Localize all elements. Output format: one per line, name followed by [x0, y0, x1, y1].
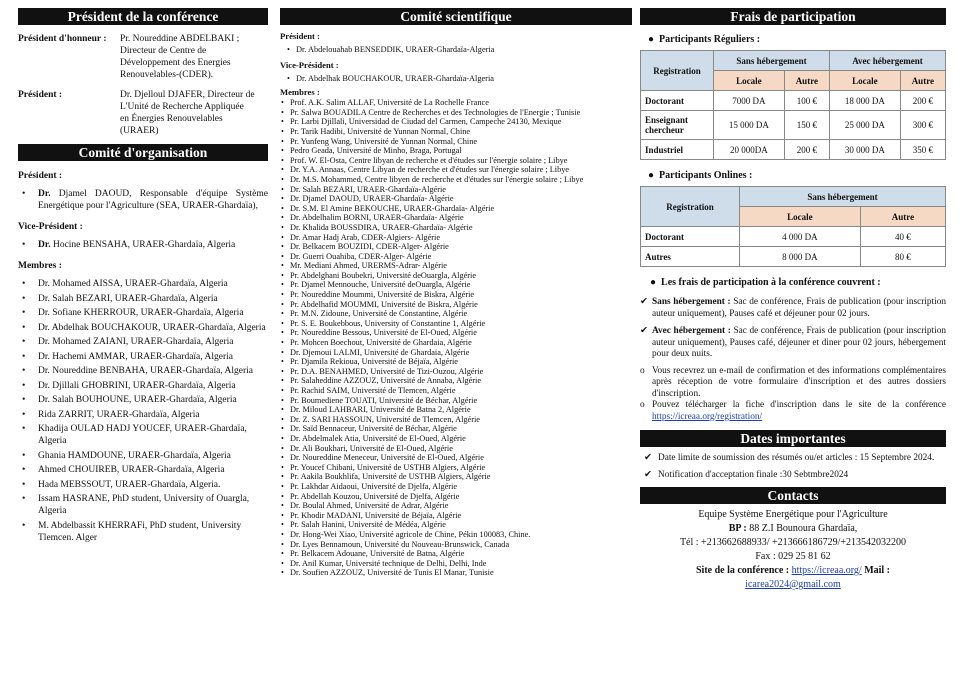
list-item: • Dr. Lyes Bennamoun, Université du Nouveau-Brunswick, Canada — [280, 540, 632, 550]
president-line: (URAER) — [120, 126, 159, 136]
covers-without-item — [640, 297, 946, 320]
regular-participants-label: Participants Réguliers : — [659, 34, 761, 45]
president-label: Président : — [18, 90, 63, 100]
list-item: • Dr. Noureddine Meneceur, Université de El-Oued, Algérie — [280, 453, 632, 463]
list-item: • Pr. Youcef Chibani, Université de USTHB Algiers, Algérie — [280, 463, 632, 473]
cell-value: 7000 DA — [714, 91, 785, 111]
list-item: • Dr. Abdelhalim BORNI, URAER-Ghardaïa- Algérie — [280, 213, 632, 223]
list-item: • Pr. D.A. BENAHMED, Université de Tizi-Ouzou, Algérie — [280, 367, 632, 377]
cell-value: 8 000 DA — [740, 247, 861, 267]
list-item: • Hada MEBSSOUT, URAER-Ghardaïa, Algeria. — [18, 479, 268, 491]
table-header-without: Sans hébergement — [714, 51, 830, 71]
list-item: • Pr. Yunfeng Wang, Université de Yunnan Normal, Chine — [280, 137, 632, 147]
contact-bp-label: BP : — [728, 523, 747, 534]
sci-president-list — [286, 45, 632, 55]
list-item: • Dr. Mohamed ZAIANI, URAER-Ghardaïa, Algeria — [18, 336, 268, 348]
list-item: • Pr. Abdelhafid MOUMMI, Université de Biskra, Algérie — [280, 300, 632, 310]
cell-value: 15 000 DA — [714, 111, 785, 140]
contact-site-row — [640, 564, 946, 578]
list-item: • Dr. Ali Boukhari, Université de El-Oued, Algérie — [280, 444, 632, 454]
org-vice-label: Vice-Président : — [18, 222, 83, 232]
list-item: • Pr. Rachid SAIM, Université de Tlemcen, Algérie — [280, 386, 632, 396]
list-item: • Pr. Salwa BOUADILA Centre de Recherches et des Technologies de l'Energie ; Tunisie — [280, 108, 632, 118]
circle-bullet-icon: o — [640, 400, 645, 410]
list-item: • Dr. Djamel DAOUD, URAER-Ghardaïa- Algérie — [280, 194, 632, 204]
org-vice-title: Dr. — [38, 240, 51, 250]
list-item: • Dr. Mohamed AISSA, URAER-Ghardaïa, Algeria — [18, 278, 268, 290]
cell-value: 150 € — [784, 111, 829, 140]
email-note-text: Vous recevrez un e-mail de confirmation et des informations complémentaires après réception de votre formulaire d'inscription et des autres dossiers d'inscription. — [652, 365, 946, 399]
list-item: • Pr. Salaheddine AZZOUZ, Université de Annaba, Algérie — [280, 376, 632, 386]
table-row — [641, 91, 946, 111]
cell-value: 200 € — [784, 140, 829, 160]
list-item: • Pr. Larbi Djillali, Universidad de Ciudad del Carmen, Campeche 24130, Mexique — [280, 117, 632, 127]
table-header-registration: Registration — [641, 51, 714, 91]
honor-line: Développement des Energies — [120, 58, 231, 68]
list-item: • Dr. Hachemi AMMAR, URAER-Ghardaïa, Algeria — [18, 351, 268, 363]
covers-with-text: Sac de conférence, Frais de publication (pour inscription auteur uniquement), Pauses café, déjeuner et diner pour 02 jours, hébergement pour deux nuits. — [652, 326, 946, 359]
dates-banner: Dates importantes — [640, 430, 946, 447]
cell-value: 200 € — [900, 91, 945, 111]
cell-value: 100 € — [784, 91, 829, 111]
check-icon: ✔ — [644, 453, 652, 463]
covers-heading: ● Les frais de participation à la conférence couvrent : — [650, 277, 881, 288]
cell-value: 300 € — [900, 111, 945, 140]
online-participants-label: Participants Onlines : — [659, 170, 753, 181]
contacts-banner: Contacts — [640, 487, 946, 504]
list-item: • Pr. S. E. Boukebbous, University of Constantine 1, Algérie — [280, 319, 632, 329]
contact-address — [640, 522, 946, 536]
list-item: • Dr. Djillali GHOBRINI, URAER-Ghardaïa, Algeria — [18, 380, 268, 392]
table-subheader-other: Autre — [900, 71, 945, 91]
scientific-column — [280, 8, 632, 578]
president-line: L'Unité de Recherche Appliquée — [120, 102, 244, 112]
table-header-with: Avec hébergement — [829, 51, 945, 71]
list-item: • Mr. Mediani Ahmed, URERMS-Adrar- Algérie — [280, 261, 632, 271]
contact-bp-text: 88 Z.I Bounoura Ghardaïa, — [746, 523, 858, 534]
check-icon: ✔ — [644, 469, 652, 480]
org-vice-item — [18, 239, 268, 251]
cell-value: 18 000 DA — [829, 91, 900, 111]
cell-value: 20 000DA — [714, 140, 785, 160]
list-item: • Dr. Miloud LAHBARI, Université de Batna 2, Algérie — [280, 405, 632, 415]
honor-president-label: Président d'honneur : — [18, 34, 107, 44]
organisation-column — [18, 8, 268, 546]
org-president-list — [18, 188, 268, 212]
list-item: • M. Abdelbassit KHERRAFi, PhD student, University Tlemcen. Alger — [18, 520, 268, 544]
president-row — [18, 89, 268, 137]
list-item: • Prof. W. El-Osta, Centre libyan de recherche et d'études sur l'énergie solaire ; Libye — [280, 156, 632, 166]
president-value — [120, 89, 255, 137]
table-subheader-other: Autre — [860, 207, 945, 227]
list-item: • Dr. Soufien AZZOUZ, Université de Tunis El Manar, Tunisie — [280, 568, 632, 578]
cell-value: 25 000 DA — [829, 111, 900, 140]
honor-line: Renouvelables-(CDER). — [120, 70, 214, 80]
contacts-block — [640, 508, 946, 592]
table-subheader-local: Locale — [829, 71, 900, 91]
list-item: • Dr. Amar Hadj Arab, CDER-Algiers- Algérie — [280, 233, 632, 243]
list-item: • Pr. Noureddine Bessous, Université de El-Oued, Algérie — [280, 328, 632, 338]
covers-with-item — [640, 326, 946, 361]
table-subheader-other: Autre — [784, 71, 829, 91]
list-item: • Dr. Z. SARI HASSOUN, Université de Tlemcen, Algérie — [280, 415, 632, 425]
fees-column — [640, 8, 946, 592]
check-icon: ✔ — [640, 297, 648, 307]
online-participants-heading: ● Participants Onlines : — [648, 170, 753, 181]
list-item: • Pr. Mohcen Boechout, Université de Ghardaia, Algérie — [280, 338, 632, 348]
list-item: • Dr. Boulal Ahmed, Université de Adrar, Algérie — [280, 501, 632, 511]
cell-value: 4 000 DA — [740, 227, 861, 247]
table-row — [641, 111, 946, 140]
org-president-label: Président : — [18, 171, 63, 181]
list-item: • Dr. Saïd Bennaceur, Université de Béchar, Algérie — [280, 424, 632, 434]
contact-fax: Fax : 029 25 81 62 — [755, 551, 831, 562]
contact-team: Equipe Système Energétique pour l'Agriculture — [698, 509, 888, 520]
list-item: • Dr. Anil Kumar, Université technique de Delhi, Delhi, Inde — [280, 559, 632, 569]
covers-without-text: Sac de conférence, Frais de publication (pour inscription auteur uniquement), Pauses café et déjeuner pour 02 jours. — [652, 297, 947, 319]
org-members-list — [18, 278, 268, 544]
list-item: • Dr. Abdelmalek Atia, Université de El-Oued, Algérie — [280, 434, 632, 444]
contact-phone: Tél : +213662688933/ +213666186729/+213542032200 — [679, 537, 907, 548]
sci-vice-label: Vice-Président : — [280, 59, 339, 70]
honor-president-value — [120, 33, 239, 81]
org-vice-list — [18, 239, 268, 251]
mail-label: Mail : — [861, 565, 891, 576]
row-label: Autres — [641, 247, 740, 267]
list-item: • Prof. A.K. Salim ALLAF, Université de La Rochelle France — [280, 98, 632, 108]
list-item: • Dr. Guerri Ouahiba, CDER-Alger- Algérie — [280, 252, 632, 262]
list-item: • Dr. Sofiane KHERROUR, URAER-Ghardaïa, Algeria — [18, 307, 268, 319]
table-row — [641, 140, 946, 160]
list-item: • Rida ZARRIT, URAER-Ghardaïa, Algeria — [18, 409, 268, 421]
org-president-title: Dr. — [38, 189, 51, 199]
cell-value: 40 € — [860, 227, 945, 247]
org-president-item — [18, 188, 268, 212]
fees-banner: Frais de participation — [640, 8, 946, 25]
list-item: • Pr. Noureddine Moummi, Université de Biskra, Algérie — [280, 290, 632, 300]
download-note-text: Pouvez télécharger la fiche d'inscription dans le site de la conférence — [652, 400, 946, 410]
online-fees-table — [640, 186, 946, 267]
list-item: • Dr. Belkacem BOUZIDI, CDER-Alger- Algérie — [280, 242, 632, 252]
list-item: • Pr. Salah Hanini, Université de Médéa, Algérie — [280, 520, 632, 530]
list-item: • Pedro Geada, Université de Minho, Braga, Portugal — [280, 146, 632, 156]
list-item: • Pr. Lakhdar Aidaoui, Université de Djelfa, Algérie — [280, 482, 632, 492]
list-item: • Dr. Salah BEZARI, URAER-Ghardaïa, Algeria — [18, 293, 268, 305]
deadline-item — [640, 453, 946, 465]
covers-without-title: Sans hébergement : — [652, 297, 731, 307]
list-item: • Pr. Abdelghani Boubekri, Université deOuargla, Algérie — [280, 271, 632, 281]
list-item: • Ahmed CHOUIREB, URAER-Ghardaïa, Algeria — [18, 464, 268, 476]
scientific-banner: Comité scientifique — [280, 8, 632, 25]
cell-value: 30 000 DA — [829, 140, 900, 160]
sci-president-item: • Dr. Abdelouahab BENSEDDIK, URAER-Ghardaïa-Algeria — [286, 45, 632, 55]
sci-members-list — [280, 98, 632, 578]
list-item: • Dr. Salah BEZARI, URAER-Ghardaïa-Algérie — [280, 185, 632, 195]
download-note — [640, 400, 946, 423]
table-row — [641, 227, 946, 247]
row-label: Doctorant — [641, 91, 714, 111]
president-line: Dr. Djelloul DJAFER, Directeur de — [120, 90, 255, 100]
list-item: • Dr. Hong-Wei Xiao, Université agricole de Chine, Pékin 100083, Chine. — [280, 530, 632, 540]
table-row — [641, 247, 946, 267]
circle-bullet-icon: o — [640, 365, 645, 376]
org-president-text: Djamel DAOUD, Responsable d'équipe Système Energétique pour l'Agriculture (SEA, URAER-Ghardaïa), — [38, 189, 268, 211]
list-item: • Dr. Djemoui LALMI, Université de Ghardaia, Algérie — [280, 348, 632, 358]
covers-with-title: Avec hébergement : — [652, 326, 731, 336]
list-item: • Dr. Y.A. Annaas, Centre Libyan de recherche et d'études sur l'énergie solaire ; Libye — [280, 165, 632, 175]
row-label: Industriel — [641, 140, 714, 160]
row-label: Enseignant chercheur — [641, 111, 714, 140]
list-item: • Dr. Abdelhak BOUCHAKOUR, URAER-Ghardaïa, Algeria — [18, 322, 268, 334]
org-members-label: Membres : — [18, 261, 62, 271]
list-item: • Dr. M.S. Mohammed, Centre libyen de recherche et d'études sur l'énergie solaire ; Libye — [280, 175, 632, 185]
presidency-banner: Président de la conférence — [18, 8, 268, 25]
mail-link[interactable]: icarea2024@gmail.com — [745, 579, 841, 590]
list-item: • Ghania HAMDOUNE, URAER-Ghardaïa, Algeria — [18, 450, 268, 462]
table-subheader-local: Locale — [714, 71, 785, 91]
honor-line: Directeur de Centre de — [120, 46, 207, 56]
honor-president-row — [18, 33, 268, 81]
list-item: • Pr. Tarik Hadibi, Université de Yunnan Normal, Chine — [280, 127, 632, 137]
regular-fees-table — [640, 50, 946, 160]
honor-line: Pr. Noureddine ABDELBAKI ; — [120, 34, 240, 44]
cell-value: 350 € — [900, 140, 945, 160]
site-label: Site de la conférence : — [695, 565, 792, 576]
table-subheader-local: Locale — [740, 207, 861, 227]
president-line: en Énergies Renouvelables — [120, 114, 223, 124]
organisation-banner: Comité d'organisation — [18, 144, 268, 161]
list-item: • Dr. Khalida BOUSSDIRA, URAER-Ghardaïa- Algérie — [280, 223, 632, 233]
deadline-text: Date limite de soumission des résumés ou/et articles : 15 Septembre 2024. — [658, 453, 935, 463]
registration-link[interactable]: https://icreaa.org/registration/ — [652, 411, 763, 422]
list-item: • Pr. M.N. Zidoune, Université de Constantine, Algérie — [280, 309, 632, 319]
list-item: • Pr. Khodir MADANI, Université de Béjaïa, Algérie — [280, 511, 632, 521]
list-item: • Dr. Salah BOUHOUNE, URAER-Ghardaïa, Algeria — [18, 394, 268, 406]
list-item: • Pr. Aakila Boukhlifa, Université de USTHB Algiers, Algérie — [280, 472, 632, 482]
row-label: Doctorant — [641, 227, 740, 247]
notification-item — [640, 470, 946, 482]
notification-text: Notification d'acceptation finale :30 Sebtmbre2024 — [658, 469, 849, 480]
cell-value: 80 € — [860, 247, 945, 267]
list-item: • Issam HASRANE, PhD student, University of Ouargla, Algeria — [18, 493, 268, 517]
covers-label: Les frais de participation à la conférence couvrent : — [661, 277, 881, 288]
list-item: • Dr. Noureddine BENBAHA, URAER-Ghardaïa, Algeria — [18, 365, 268, 377]
sci-president-label: Président : — [280, 31, 320, 41]
sci-members-label: Membres : — [280, 87, 320, 98]
table-header-registration: Registration — [641, 187, 740, 227]
check-icon: ✔ — [640, 326, 648, 336]
list-item: • Khadija OULAD HADJ YOUCEF, URAER-Ghardaïa, Algeria — [18, 423, 268, 447]
list-item: • Pr. Djamila Rekioua, Université de Béjaïa, Algérie — [280, 357, 632, 367]
list-item: • Pr. Boumediene TOUATI, Université de Béchar, Algérie — [280, 396, 632, 406]
sci-vice-list — [286, 74, 632, 84]
org-vice-text: Hocine BENSAHA, URAER-Ghardaïa, Algeria — [50, 240, 236, 250]
sci-vice-item: • Dr. Abdelhak BOUCHAKOUR, URAER-Ghardaïa-Algeria — [286, 74, 632, 84]
table-header-without: Sans hébergement — [740, 187, 946, 207]
site-link[interactable]: https://icreaa.org/ — [791, 565, 862, 576]
regular-participants-heading: ● Participants Réguliers : — [648, 34, 761, 45]
email-note — [640, 366, 946, 401]
list-item: • Dr. S.M. El Amine BEKOUCHE, URAER-Ghardaïa- Algérie — [280, 204, 632, 214]
list-item: • Pr. Djamel Mennouche, Université deOuargla, Algérie — [280, 280, 632, 290]
list-item: • Pr. Abdellah Kouzou, Université de Djelfa, Algérie — [280, 492, 632, 502]
list-item: • Pr. Belkacem Adouane, Université de Batna, Algérie — [280, 549, 632, 559]
